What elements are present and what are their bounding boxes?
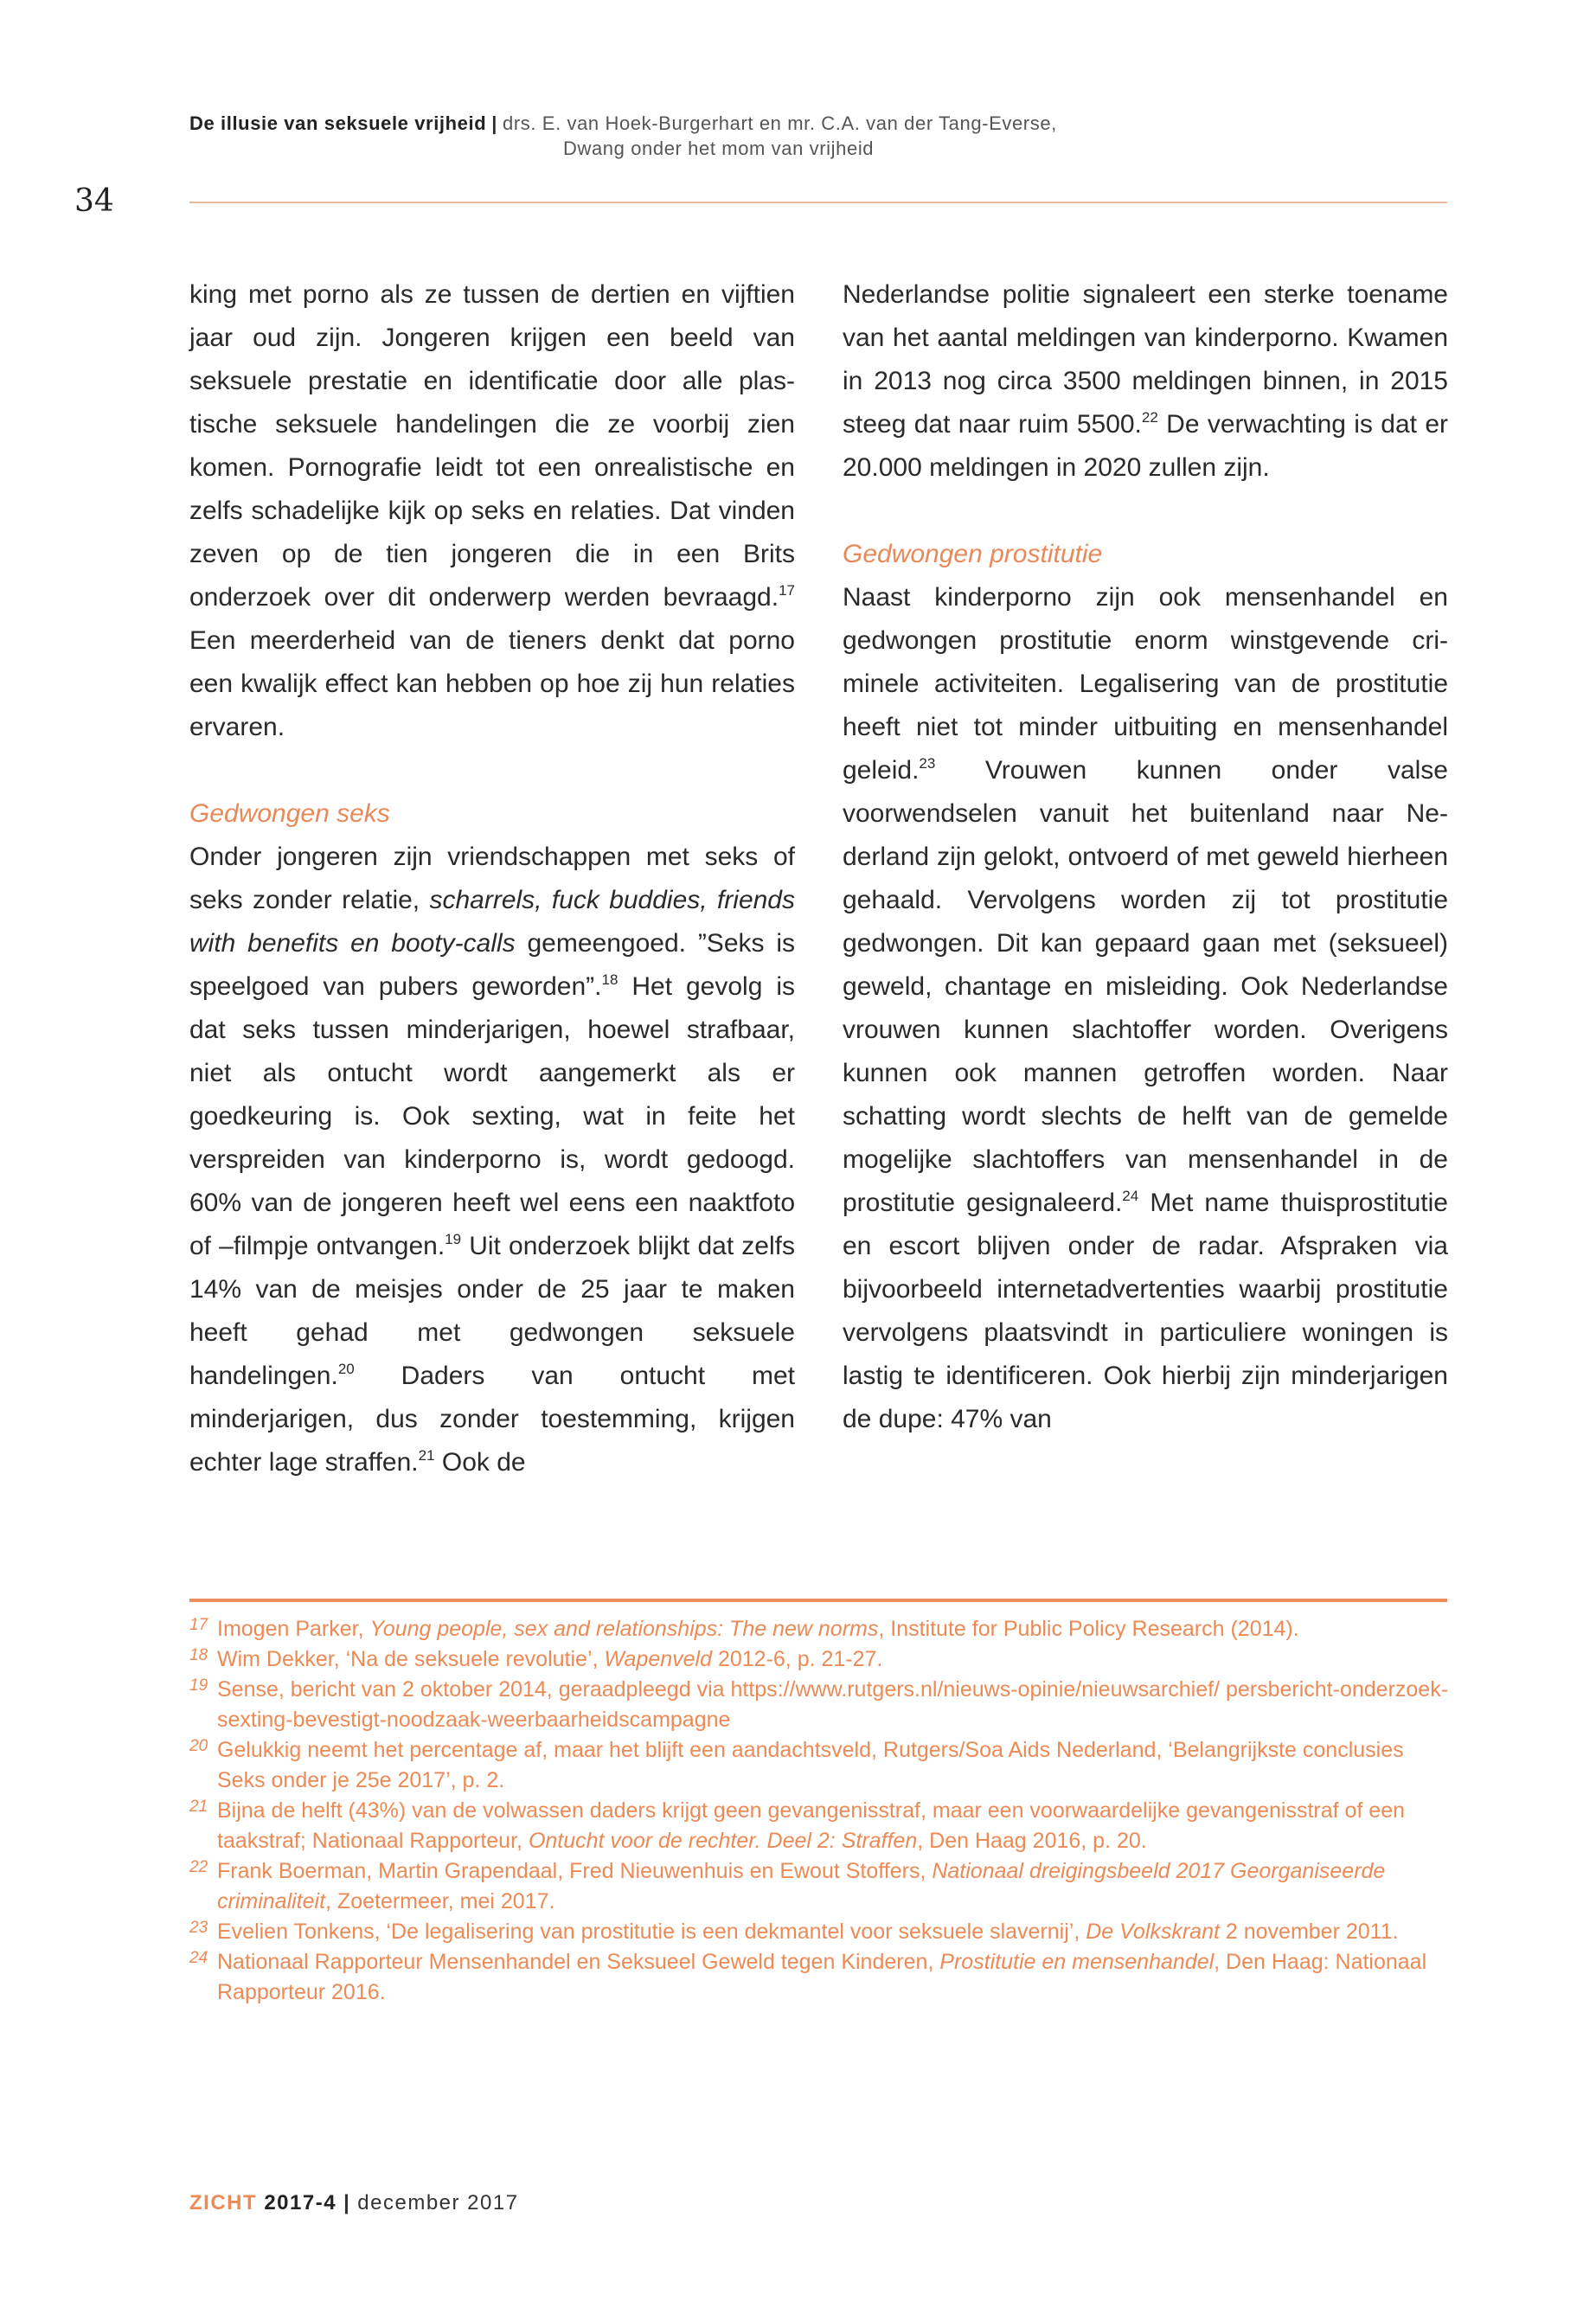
footnote-ref[interactable]: 20 [337,1361,355,1377]
footnote-24: 24 Nationaal Rapporteur Mensenhandel en Seksueel Geweld tegen Kinderen, Prostitutie en mensenhandel, Den Haag: Nationaal Rapporteur 2016. [189,1949,1427,2004]
footnote-20: 20 Gelukkig neemt het percentage af, maar het blijft een aandachtsveld, Rutgers/Soa Aids Nederland, ‘Belangrijkste conclusies Seks onder je 25e 2017’, p. 2. [189,1737,1404,1792]
footer-issue: 2017-4 [264,2191,337,2214]
page-footer [189,2191,519,2215]
footnote-ref[interactable]: 24 [1122,1188,1139,1204]
footnote-23: 23 Evelien Tonkens, ‘De legalisering van prostitutie is een dekmantel voor seksuele slavernij’, De Volkskrant 2 november 2011. [189,1919,1399,1944]
paragraph-gap [189,749,795,792]
header-line-1 [189,111,1452,136]
section-heading: Gedwongen seks [189,799,390,828]
footer-date: december 2017 [357,2191,519,2214]
footnote-ref[interactable]: 23 [919,755,936,772]
page-number: 34 [74,183,114,219]
footnote-ref[interactable]: 19 [445,1231,462,1247]
footnote-21: 21 Bijna de helft (43%) van de volwassen daders krijgt geen gevangenisstraf, maar een voorwaardelijke gevangenisstraf of een taakstraf; Nationaal Rapporteur, Ontucht voor de rechter. Deel 2: Straffen, Den Haag 2016, p. 20. [189,1798,1406,1853]
footnote-ref[interactable]: 21 [418,1447,435,1464]
paragraph: Naast kinderporno zijn ook mensenhandel en gedwongen prostitutie enorm winstgevende criminele activiteiten. Legalisering van de prostitutie heeft niet tot minder uitbuiting en mensenhandel geleid.$^{23}$ Vrouwen kunnen onder valse voorwendselen vanuit het buitenland naar Nederland zijn gelokt, ontvoerd of met geweld hierheen gehaald. Vervolgens worden zij tot prostitutie gedwongen. Dit kan gepaard gaan met (seksueel) geweld, chantage en misleiding. Ook Nederlandse vrouwen kunnen slachtoffer worden. Overigens kunnen ook mannen getroffen worden. Naar schatting wordt slechts de helft van de gemelde mogelijke slachtoffers van mensenhandel in de prostitutie gesignaleerd.$^{24}$ Met name thuisprostitutie en escort blijven onder de radar. Afspraken via bijvoorbeeld internetadvertenties waarbij prostitutie vervolgens plaatsvindt in particuliere woningen is lastig te identificeren. Ook hierbij zijn minderjarigen de dupe: 47% van [843,583,1448,1433]
footnote-link[interactable]: Sense, bericht van 2 oktober 2014, geraadpleegd via https://www.rutgers.nl/nieuws-opinie/nieuwsarchief/ persbericht-onderzoek-sexting-bevestigt-noodzaak-weerbaarheidscampagne [217,1677,1449,1732]
footnote-22: 22 Frank Boerman, Martin Grapendaal, Fred Nieuwenhuis en Ewout Stoffers, Nationaal dreigingsbeeld 2017 Georganiseerde criminaliteit, Zoetermeer, mei 2017. [189,1858,1386,1913]
header-separator: | [491,112,498,134]
paragraph: king met porno als ze tussen de dertien en vijftien jaar oud zijn. Jongeren krijgen een beeld van seksuele prestatie en identificatie door alle plastische seksuele handelingen die ze voorbij zien komen. Pornografie leidt tot een onrealistische en zelfs schadelijke kijk op seks en relaties. Dat vinden zeven op de tien jongeren die in een Brits onderzoek over dit onderwerp werden bevraagd.$^{17}$ Een meerderheid van de tieners denkt dat porno een kwalijk effect kan hebben op hoe zij hun relaties ervaren. [189,280,795,741]
paragraph: Onder jongeren zijn vriendschappen met seks of seks zonder relatie, scharrels, fuck buddies, friends with benefits en booty-calls gemeengoed. ”Seks is speelgoed van pubers geworden”.$^{18}$ Het gevolg is dat seks tussen minderjarigen, hoewel strafbaar, niet als ontucht wordt aangemerkt als er goedkeuring is. Ook sexting, wat in feite het verspreiden van kinderporno is, wordt gedoogd. 60% van de jongeren heeft wel eens een naaktfoto of –filmpje ontvangen.$^{19}$ Uit onderzoek blijkt dat zelfs 14% van de meisjes onder de 25 jaar te maken heeft gehad met gedwongen seksuele handelingen.$^{20}$ Daders van ontucht met minderjarigen, dus zonder toestemming, krijgen echter lage straffen.$^{21}$ Ook de [189,843,795,1477]
footnote-19: 19 Sense, bericht van 2 oktober 2014, geraadpleegd via https://www.rutgers.nl/nieuws-opinie/nieuwsarchief/ persbericht-onderzoek-sexting-bevestigt-noodzaak-weerbaarheidscampagne [189,1676,1449,1732]
running-header [189,111,1452,161]
header-authors: drs. E. van Hoek-Burgerhart en mr. C.A. van der Tang-Everse, [503,112,1057,134]
header-divider [189,202,1447,203]
footnote-18: 18 Wim Dekker, ‘Na de seksuele revolutie’, Wapenveld 2012-6, p. 21-27. [189,1646,883,1671]
footer-brand: ZICHT [189,2191,258,2214]
footnote-divider [189,1599,1447,1602]
footnotes [189,1614,1452,2008]
footnote-17: 17 Imogen Parker, Young people, sex and relationships: The new norms, Institute for Public Policy Research (2014). [189,1616,1299,1641]
footnote-ref[interactable]: 17 [779,582,795,599]
paragraph-gap [843,490,1448,533]
header-title: De illusie van seksuele vrijheid [189,112,487,134]
paragraph: Nederlandse politie signaleert een sterke toename van het aantal meldingen van kinderporno. Kwamen in 2013 nog circa 3500 meldingen binnen, in 2015 steeg dat naar ruim 5500.22 De verwachting is dat er 20.000 meldingen in 2020 zullen zijn. [843,280,1448,482]
footnote-ref[interactable]: 22 [1141,409,1158,426]
footer-separator: | [343,2191,351,2214]
header-subtitle: Dwang onder het mom van vrijheid [563,138,875,159]
left-column [189,273,795,1484]
footnote-ref[interactable]: 18 [601,971,619,988]
right-column [843,273,1448,1441]
section-heading: Gedwongen prostitutie [843,540,1103,568]
